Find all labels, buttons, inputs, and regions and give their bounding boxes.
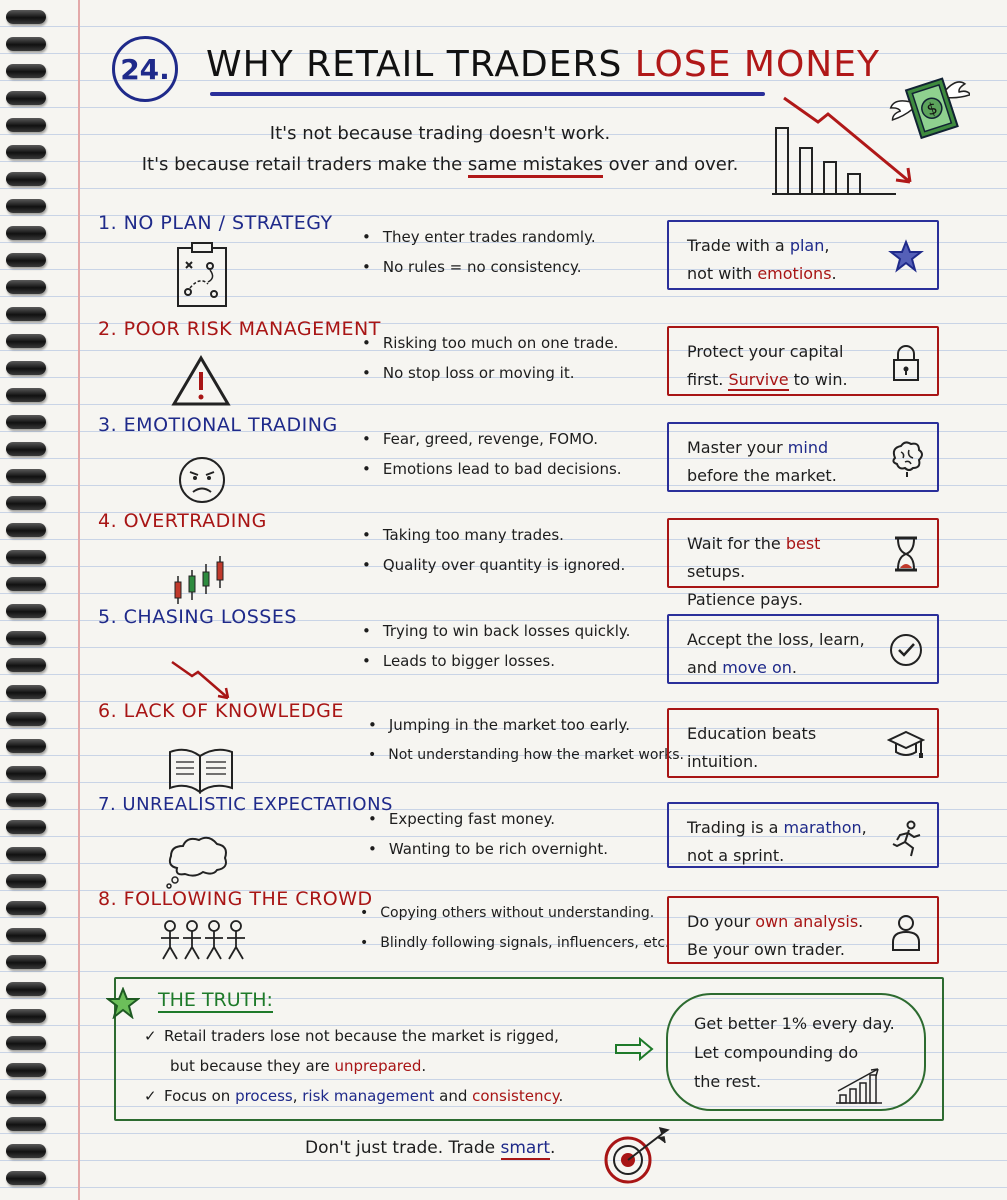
lock-icon [887, 342, 925, 382]
bullet: • Trying to win back losses quickly. [362, 616, 662, 646]
angry-face-icon [166, 442, 236, 510]
section-title: 1. NO PLAN / STRATEGY [98, 212, 333, 234]
truth-box [114, 977, 944, 1121]
tip-box: Trade with a plan, not with emotions. [667, 220, 939, 290]
thought-cloud-icon [158, 822, 238, 890]
bullet: • Leads to bigger losses. [362, 646, 662, 676]
spiral-ring [6, 199, 46, 213]
check-icon: ✓ [144, 1027, 157, 1045]
spiral-ring [6, 1090, 46, 1104]
person-icon [887, 912, 925, 952]
hourglass-icon [887, 534, 925, 574]
section-following-the-crowd [92, 888, 952, 980]
spiral-ring [6, 172, 46, 186]
section-bullets [368, 710, 684, 770]
title-row [110, 30, 880, 100]
spiral-ring [6, 631, 46, 645]
bullet: • Jumping in the market too early. [368, 710, 668, 740]
target-icon [600, 1126, 672, 1186]
lesson-number: 24. [112, 36, 178, 102]
bullet: • Quality over quantity is ignored. [362, 550, 662, 580]
title-underline [210, 92, 765, 96]
spiral-ring [6, 388, 46, 402]
spiral-ring [6, 442, 46, 456]
section-bullets [360, 898, 670, 958]
down-trend-arrow-icon [166, 634, 236, 702]
spiral-ring [6, 712, 46, 726]
spiral-ring [6, 1171, 46, 1185]
spiral-ring [6, 1117, 46, 1131]
tip-box: Protect your capital first. Survive to win. [667, 326, 939, 396]
section-bullets [362, 616, 662, 676]
clipboard-strategy-icon [166, 240, 236, 308]
spiral-ring [6, 739, 46, 753]
section-title: 3. EMOTIONAL TRADING [98, 414, 338, 436]
bullet: • Blindly following signals, influencers, etc. [360, 928, 660, 958]
section-no-plan [92, 212, 952, 304]
spiral-ring [6, 1036, 46, 1050]
bullet: • No rules = no consistency. [362, 252, 662, 282]
spiral-ring [6, 847, 46, 861]
intro-highlight: same mistakes [468, 154, 603, 178]
spiral-ring [6, 64, 46, 78]
section-title: 7. UNREALISTIC EXPECTATIONS [98, 794, 393, 815]
check-icon: ✓ [144, 1087, 157, 1105]
spiral-ring [6, 361, 46, 375]
arrow-right-icon [614, 1037, 654, 1061]
spiral-ring [6, 793, 46, 807]
candlesticks-icon [166, 538, 236, 606]
section-title: 2. POOR RISK MANAGEMENT [98, 318, 381, 340]
spiral-ring [6, 1144, 46, 1158]
checkmark-circle-icon [887, 630, 925, 670]
bullet: • Expecting fast money. [368, 804, 668, 834]
tip-box: Do your own analysis. Be your own trader. [667, 896, 939, 964]
spiral-ring [6, 928, 46, 942]
spiral-binding [0, 0, 48, 1200]
bullet: • No stop loss or moving it. [362, 358, 662, 388]
section-emotional-trading [92, 414, 952, 506]
compounding-cloud: Get better 1% every day. Let compounding do the rest. [666, 993, 926, 1111]
intro-line-2: It's because retail traders make the same mistakes over and over. [120, 149, 760, 180]
section-unrealistic-expectations [92, 794, 952, 886]
spiral-ring [6, 10, 46, 24]
section-bullets [362, 424, 662, 484]
footer-accent: smart [500, 1138, 551, 1158]
spiral-ring [6, 226, 46, 240]
spiral-ring [6, 820, 46, 834]
spiral-ring [6, 280, 46, 294]
section-risk-management [92, 318, 952, 410]
spiral-ring [6, 874, 46, 888]
bullet: • Taking too many trades. [362, 520, 662, 550]
bullet: • They enter trades randomly. [362, 222, 662, 252]
spiral-ring [6, 1009, 46, 1023]
section-title: 6. LACK OF KNOWLEDGE [98, 700, 344, 722]
section-bullets [362, 328, 662, 388]
star-icon [106, 987, 140, 1019]
intro-line-1: It's not because trading doesn't work. [269, 123, 611, 144]
section-bullets [368, 804, 668, 864]
svg-text:$: $ [924, 98, 940, 120]
tip-box: Master your mind before the market. [667, 422, 939, 492]
spiral-ring [6, 658, 46, 672]
spiral-ring [6, 604, 46, 618]
section-chasing-losses [92, 606, 952, 698]
spiral-ring [6, 1063, 46, 1077]
spiral-ring [6, 982, 46, 996]
spiral-ring [6, 91, 46, 105]
spiral-ring [6, 118, 46, 132]
spiral-ring [6, 496, 46, 510]
truth-title: THE TRUTH: [158, 989, 273, 1011]
spiral-ring [6, 901, 46, 915]
title-accent: LOSE MONEY [634, 44, 880, 85]
truth-lines: ✓ Retail traders lose not because the market is rigged, but because they are unprepared. ✓ Focus on process, risk management and consistency. [144, 1021, 563, 1111]
graduation-cap-icon [887, 724, 925, 764]
spiral-ring [6, 685, 46, 699]
spiral-ring [6, 334, 46, 348]
runner-icon [887, 818, 925, 858]
section-lack-of-knowledge [92, 700, 952, 792]
spiral-ring [6, 145, 46, 159]
bullet: • Copying others without understanding. [360, 898, 660, 928]
open-book-icon [166, 728, 236, 796]
spiral-ring [6, 766, 46, 780]
spiral-ring [6, 253, 46, 267]
section-bullets [362, 520, 662, 580]
tip-box: Trading is a marathon, not a sprint. [667, 802, 939, 868]
section-title: 4. OVERTRADING [98, 510, 267, 532]
star-icon [887, 236, 925, 276]
spiral-ring [6, 550, 46, 564]
bullet: • Emotions lead to bad decisions. [362, 454, 662, 484]
growth-chart-icon [834, 1065, 884, 1105]
bullet: • Wanting to be rich overnight. [368, 834, 668, 864]
brain-icon [887, 438, 925, 478]
spiral-ring [6, 955, 46, 969]
bullet: • Fear, greed, revenge, FOMO. [362, 424, 662, 454]
spiral-ring [6, 415, 46, 429]
tip-box: Accept the loss, learn, and move on. [667, 614, 939, 684]
section-overtrading [92, 510, 952, 609]
declining-chart-icon [766, 92, 922, 200]
tip-box: Wait for the best setups. Patience pays. [667, 518, 939, 588]
section-title: 8. FOLLOWING THE CROWD [98, 888, 373, 910]
section-bullets [362, 222, 662, 282]
spiral-ring [6, 307, 46, 321]
spiral-ring [6, 523, 46, 537]
page-title: WHY RETAIL TRADERS LOSE MONEY [206, 44, 880, 85]
spiral-ring [6, 37, 46, 51]
bullet: • Risking too much on one trade. [362, 328, 662, 358]
crowd-icon [158, 914, 252, 982]
footer-text: Don't just trade. Trade smart. [305, 1138, 556, 1158]
tip-box: Education beats intuition. [667, 708, 939, 778]
warning-icon [166, 346, 236, 414]
bullet: • Not understanding how the market works. [368, 740, 668, 770]
section-title: 5. CHASING LOSSES [98, 606, 297, 628]
spiral-ring [6, 469, 46, 483]
spiral-ring [6, 577, 46, 591]
intro-text [120, 118, 760, 180]
